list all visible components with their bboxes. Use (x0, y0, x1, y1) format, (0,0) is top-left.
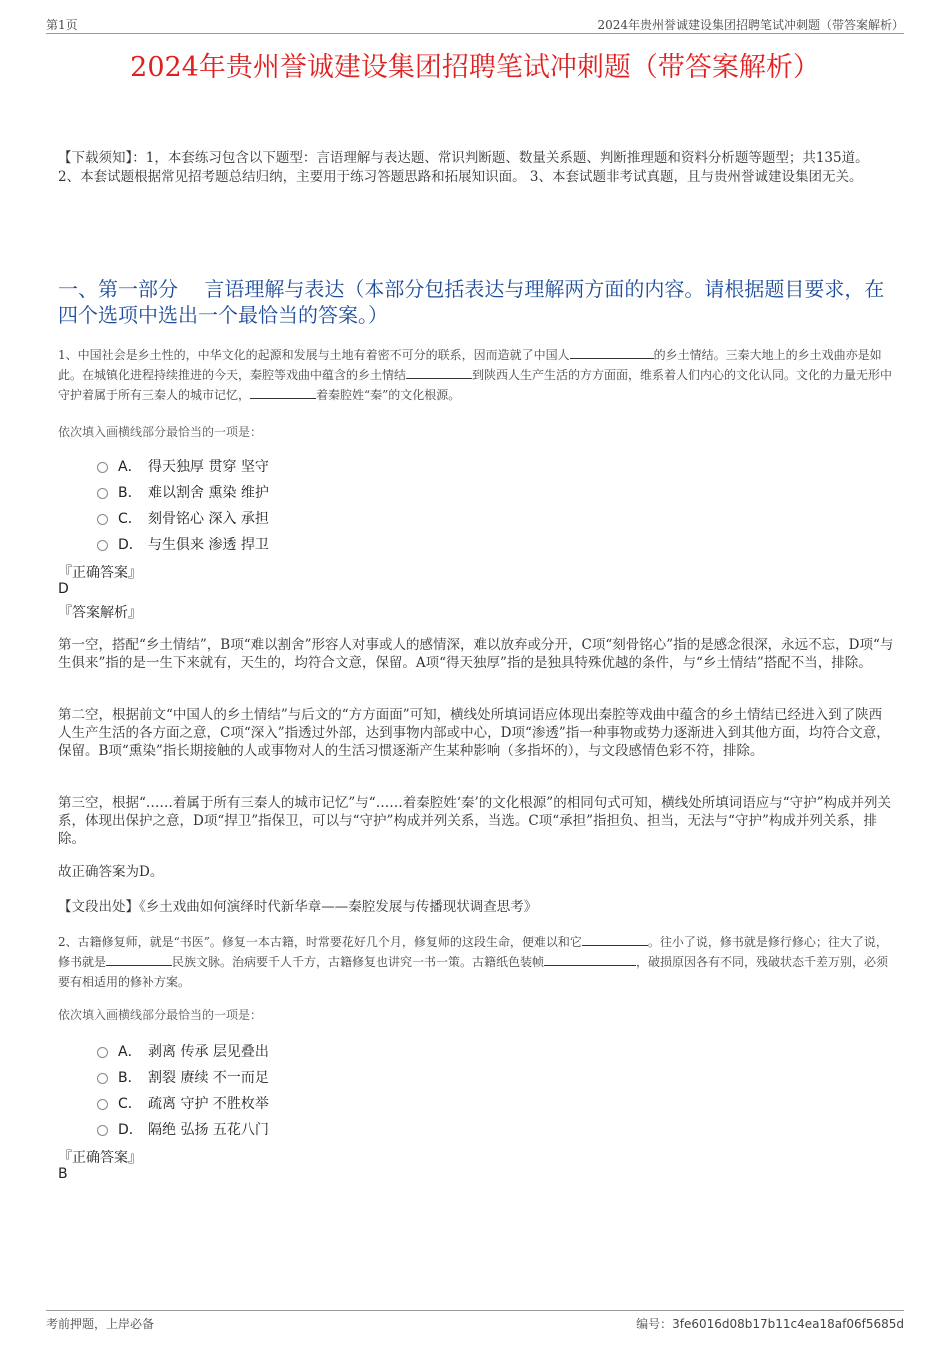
option-text: 与生俱来 渗透 捍卫 (148, 537, 269, 553)
question-1-option-a[interactable] (97, 456, 269, 476)
footer-slogan: 考前押题，上岸必备 (46, 1317, 155, 1331)
page-title: 2024年贵州誉诚建设集团招聘笔试冲刺题（带答案解析） (130, 52, 820, 83)
radio-icon[interactable] (97, 1047, 108, 1058)
analysis-label: 『答案解析』 (58, 605, 142, 621)
analysis-paragraph-2: 第二空，根据前文“中国人的乡土情结”与后文的“方方面面”可知，横线处所填词语应体现出秦腔等戏曲中蕴含的乡土情结已经进入到了陕西人生产生活的各方面之意，C项“深入”指透过外部，达到事物内部或中心，D项“渗透”指一种事物或势力逐渐进入到其他方面，均符合文意，保留。B项“熏染”指长期接触的人或事物对人的生活习惯逐渐产生某种影响（多指坏的），与文段感情色彩不符，排除。 (58, 707, 890, 759)
option-text: 隔绝 弘扬 五花八门 (148, 1122, 269, 1138)
radio-icon[interactable] (97, 1125, 108, 1136)
radio-icon[interactable] (97, 1073, 108, 1084)
radio-icon[interactable] (97, 540, 108, 551)
footer-code (636, 1315, 904, 1332)
correct-answer: B (58, 1166, 68, 1182)
source-citation: 【文段出处】《乡土戏曲如何演绎时代新华章——秦腔发展与传播现状调查思考》 (58, 899, 538, 915)
analysis-conclusion: 故正确答案为D。 (58, 864, 164, 880)
option-text: 得天独厚 贯穿 坚守 (148, 459, 269, 475)
option-key: C． (118, 1096, 142, 1112)
option-key: B． (118, 1070, 142, 1086)
option-key: A． (118, 1044, 142, 1060)
option-key: C． (118, 511, 142, 527)
question-1-option-d[interactable] (97, 534, 269, 554)
correct-answer: D (58, 581, 69, 597)
question-2-text-part: ，破损原因各有不同，残破状态千差万别，必须要有相适用的修补方案。 (58, 955, 889, 989)
option-text: 难以割舍 熏染 维护 (148, 485, 269, 501)
question-1-prompt: 依次填入画横线部分最恰当的一项是： (58, 425, 263, 439)
question-2-option-b[interactable] (97, 1067, 269, 1087)
blank-1 (582, 933, 648, 946)
question-2-option-c[interactable] (97, 1093, 269, 1113)
option-key: D． (118, 537, 143, 553)
footer-code-value: 3fe6016d08b17b11c4ea18af06f5685d (672, 1317, 904, 1331)
blank-2 (106, 953, 172, 966)
blank-3 (250, 386, 316, 399)
question-2-option-a[interactable] (97, 1041, 269, 1061)
radio-icon[interactable] (97, 462, 108, 473)
blank-2 (406, 366, 472, 379)
footer-divider (46, 1310, 904, 1311)
question-2-prompt: 依次填入画横线部分最恰当的一项是： (58, 1008, 263, 1022)
radio-icon[interactable] (97, 514, 108, 525)
question-1-option-b[interactable] (97, 482, 269, 502)
blank-3 (544, 953, 636, 966)
radio-icon[interactable] (97, 1099, 108, 1110)
answer-label: 『正确答案』 (58, 1150, 142, 1166)
option-text: 疏离 守护 不胜枚举 (148, 1096, 269, 1112)
option-key: D． (118, 1122, 143, 1138)
radio-icon[interactable] (97, 488, 108, 499)
blank-1 (570, 346, 654, 359)
question-2-option-d[interactable] (97, 1119, 269, 1139)
page-number: 第1页 (46, 18, 78, 32)
question-1-text-part: 的乡土情结。三秦大地上的乡土戏曲亦是如此。在城镇化进程持续推进的今天，秦腔等戏曲中蕴含的乡土情结 (58, 348, 882, 382)
question-1-text (58, 345, 894, 405)
footer-code-label: 编号： (636, 1317, 673, 1331)
option-text: 剥离 传承 层见叠出 (148, 1044, 269, 1060)
question-1-option-c[interactable] (97, 508, 269, 528)
option-text: 刻骨铭心 深入 承担 (148, 511, 269, 527)
question-1-text-part: 到陕西人生产生活的方方面面，维系着人们内心的文化认同。文化的力量无形中守护着属于所有三秦人的城市记忆， (58, 368, 893, 402)
section-heading: 一、第一部分 言语理解与表达（本部分包括表达与理解两方面的内容。请根据题目要求，在四个选项中选出一个最恰当的答案。） (58, 277, 885, 327)
option-key: A． (118, 459, 142, 475)
option-key: B． (118, 485, 142, 501)
question-2-text (58, 932, 894, 992)
question-2-text-part: 。往小了说，修书就是修行修心；往大了说，修书就是 (58, 935, 888, 969)
header-doc-title: 2024年贵州誉诚建设集团招聘笔试冲刺题（带答案解析） (597, 18, 904, 32)
download-notice: 【下载须知】：1，本套练习包含以下题型：言语理解与表达题、常识判断题、数量关系题、判断推理题和资料分析题等题型；共135道。 2、本套试题根据常见招考题总结归纳，主要用于练习答题思路和拓展知识面。 3、本套试题非考试真题，且与贵州誉诚建设集团无关。 (58, 150, 869, 185)
analysis-paragraph-3: 第三空，根据“……着属于所有三秦人的城市记忆”与“……着秦腔姓‘秦’的文化根源”的相同句式可知，横线处所填词语应与“守护”构成并列关系，体现出保护之意，D项“捍卫”指保卫，可以与“守护”构成并列关系，当选。C项“承担”指担负、担当，无法与“守护”构成并列关系，排除。 (58, 795, 891, 847)
question-1-text-part: 1、中国社会是乡土性的，中华文化的起源和发展与土地有着密不可分的联系，因而造就了中国人 (58, 348, 570, 362)
header-divider (46, 33, 904, 34)
question-1-text-part: 着秦腔姓“秦”的文化根源。 (316, 388, 461, 402)
answer-label: 『正确答案』 (58, 565, 142, 581)
analysis-paragraph-1: 第一空，搭配“乡土情结”，B项“难以割舍”形容人对事或人的感情深，难以放弃或分开，C项“刻骨铭心”指的是感念很深，永远不忘，D项“与生俱来”指的是一生下来就有，天生的，均符合文意，保留。A项“得天独厚”指的是独具特殊优越的条件，与“乡土情结”搭配不当，排除。 (58, 637, 894, 671)
question-2-text-part: 民族文脉。治病要千人千方，古籍修复也讲究一书一策。古籍纸色装帧 (172, 955, 545, 969)
question-2-text-part: 2、古籍修复师，就是“书医”。修复一本古籍，时常要花好几个月，修复师的这段生命，便难以和它 (58, 935, 582, 949)
option-text: 割裂 赓续 不一而足 (148, 1070, 269, 1086)
